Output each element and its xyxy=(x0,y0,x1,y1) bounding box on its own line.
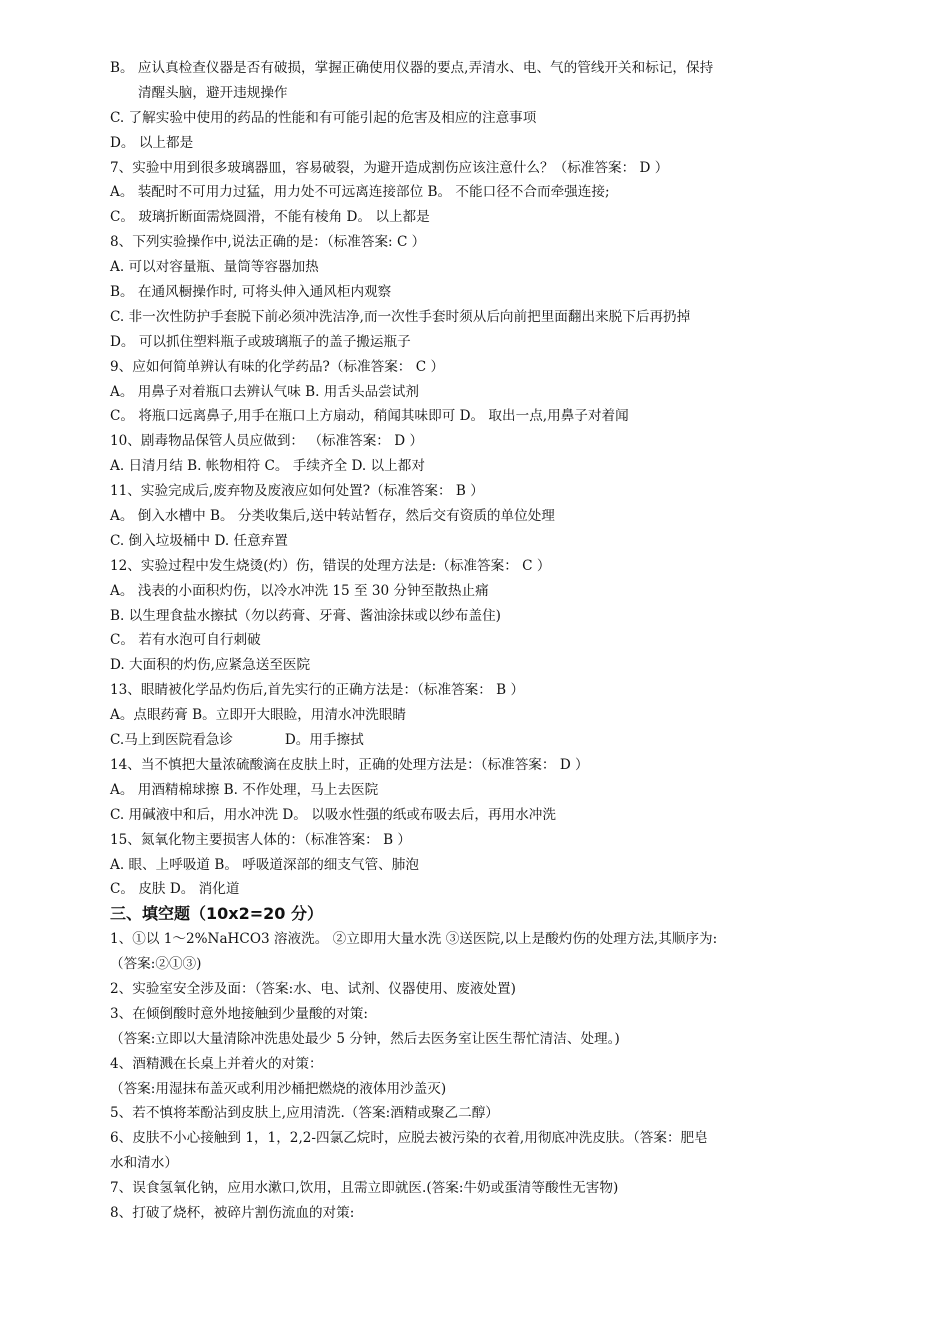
question-8-option-a: A. 可以对容量瓶、量筒等容器加热 xyxy=(110,259,319,276)
fill-blank-2: 2、实验室安全涉及面：（答案:水、电、试剂、仪器使用、废液处置) xyxy=(110,980,516,997)
question-15: 15、氮氧化物主要损害人体的：（标准答案： B ） xyxy=(110,831,412,848)
question-8-option-d: D。 可以抓住塑料瓶子或玻璃瓶子的盖子搬运瓶子 xyxy=(110,333,411,350)
section-heading: 三、填空题（10x2=20 分） xyxy=(110,904,323,924)
fill-blank-3-answer: （答案:立即以大量清除冲洗患处最少 5 分钟，然后去医务室让医生帮忙清洁、处理。) xyxy=(110,1030,620,1047)
question-11: 11、实验完成后,废弃物及废液应如何处置?（标准答案： B ） xyxy=(110,483,484,500)
fill-blank-6: 6、皮肤不小心接触到 1，1，2,2-四氯乙烷时，应脱去被污染的衣着,用彻底冲洗皮肤。（答案：肥皂 xyxy=(110,1130,708,1147)
question-12-option-d: D. 大面积的灼伤,应紧急送至医院 xyxy=(110,657,311,674)
question-11-options-cd: C. 倒入垃圾桶中 D. 任意弃置 xyxy=(110,532,288,549)
question-8: 8、下列实验操作中,说法正确的是：（标准答案: C ） xyxy=(110,234,426,251)
question-8-option-b: B。 在通风橱操作时, 可将头伸入通风柜内观察 xyxy=(110,284,392,301)
fill-blank-8: 8、打破了烧杯，被碎片割伤流血的对策: xyxy=(110,1204,355,1221)
question-14: 14、当不慎把大量浓硫酸滴在皮肤上时，正确的处理方法是：（标准答案： D ） xyxy=(110,756,589,773)
text-line-option-b: B。 应认真检查仪器是否有破损，掌握正确使用仪器的要点,弄清水、电、气的管线开关和标记，保持 xyxy=(110,60,714,76)
question-13-options-ab: A。点眼药膏 B。立即开大眼睑，用清水冲洗眼睛 xyxy=(110,707,407,724)
fill-blank-5: 5、若不慎将苯酚沾到皮肤上,应用清洗.（答案:酒精或聚乙二醇） xyxy=(110,1105,499,1122)
question-10-options: A. 日清月结 B. 帐物相符 C。 手续齐全 D. 以上都对 xyxy=(110,458,425,475)
document-body xyxy=(110,56,870,1226)
fill-blank-1: 1、①以 1～2%NaHCO3 溶液洗。 ②立即用大量水洗 ③送医院,以上是酸灼伤的处理方法,其顺序为: xyxy=(110,931,718,948)
fill-blank-4: 4、酒精溅在长桌上并着火的对策： xyxy=(110,1055,323,1072)
question-15-options-ab: A. 眼、上呼吸道 B。 呼吸道深部的细支气管、肺泡 xyxy=(110,856,419,873)
fill-blank-1-answer: （答案:②①③) xyxy=(110,956,202,973)
question-12-option-a: A。 浅表的小面积灼伤，以冷水冲洗 15 至 30 分钟至散热止痛 xyxy=(110,582,489,599)
question-12-option-b: B. 以生理食盐水擦拭（勿以药膏、牙膏、酱油涂抹或以纱布盖住) xyxy=(110,607,501,624)
question-7-options-ab: A。 装配时不可用力过猛，用力处不可远离连接部位 B。 不能口径不合而牵强连接; xyxy=(110,184,610,201)
question-9-options-cd: C。 将瓶口远离鼻子,用手在瓶口上方扇动，稍闻其味即可 D。 取出一点,用鼻子对着闻 xyxy=(110,408,629,425)
text-line-option-c: C. 了解实验中使用的药品的性能和有可能引起的危害及相应的注意事项 xyxy=(110,109,537,126)
text-line-continuation: 清醒头脑，避开违规操作 xyxy=(138,84,288,101)
question-13: 13、眼睛被化学品灼伤后,首先实行的正确方法是：（标准答案： B ） xyxy=(110,682,525,699)
question-13-options-cd: C.马上到医院看急诊 D。用手擦拭 xyxy=(110,732,364,749)
fill-blank-7: 7、误食氢氧化钠，应用水漱口,饮用，且需立即就医.(答案:牛奶或蛋清等酸性无害物) xyxy=(110,1180,619,1197)
question-9-options-ab: A。 用鼻子对着瓶口去辨认气味 B. 用舌头品尝试剂 xyxy=(110,383,419,400)
question-10: 10、剧毒物品保管人员应做到： （标准答案： D ） xyxy=(110,433,424,450)
question-8-option-c: C. 非一次性防护手套脱下前必须冲洗洁净,而一次性手套时须从后向前把里面翻出来脱下后再扔掉 xyxy=(110,308,691,325)
question-11-options-ab: A。 倒入水槽中 B。 分类收集后,送中转站暂存，然后交有资质的单位处理 xyxy=(110,508,555,525)
fill-blank-6-continuation: 水和清水） xyxy=(110,1155,178,1172)
question-7: 7、实验中用到很多玻璃器皿，容易破裂，为避开造成割伤应该注意什么？（标准答案： D ） xyxy=(110,159,669,176)
question-14-options-cd: C. 用碱液中和后，用水冲洗 D。 以吸水性强的纸或布吸去后，再用水冲洗 xyxy=(110,806,556,823)
question-9: 9、应如何简单辨认有味的化学药品?（标准答案： C ） xyxy=(110,358,445,375)
question-14-options-ab: A。 用酒精棉球擦 B. 不作处理，马上去医院 xyxy=(110,781,379,798)
fill-blank-4-answer: （答案:用湿抹布盖灭或利用沙桶把燃烧的液体用沙盖灭) xyxy=(110,1080,447,1097)
question-12-option-c: C。 若有水泡可自行刺破 xyxy=(110,632,261,649)
fill-blank-3: 3、在倾倒酸时意外地接触到少量酸的对策: xyxy=(110,1005,368,1022)
question-7-options-cd: C。 玻璃折断面需烧圆滑，不能有棱角 D。 以上都是 xyxy=(110,209,430,226)
question-15-options-cd: C。 皮肤 D。 消化道 xyxy=(110,881,240,898)
text-line-option-d: D。 以上都是 xyxy=(110,134,194,151)
question-12: 12、实验过程中发生烧烫(灼）伤，错误的处理方法是:（标准答案： C ） xyxy=(110,557,551,574)
